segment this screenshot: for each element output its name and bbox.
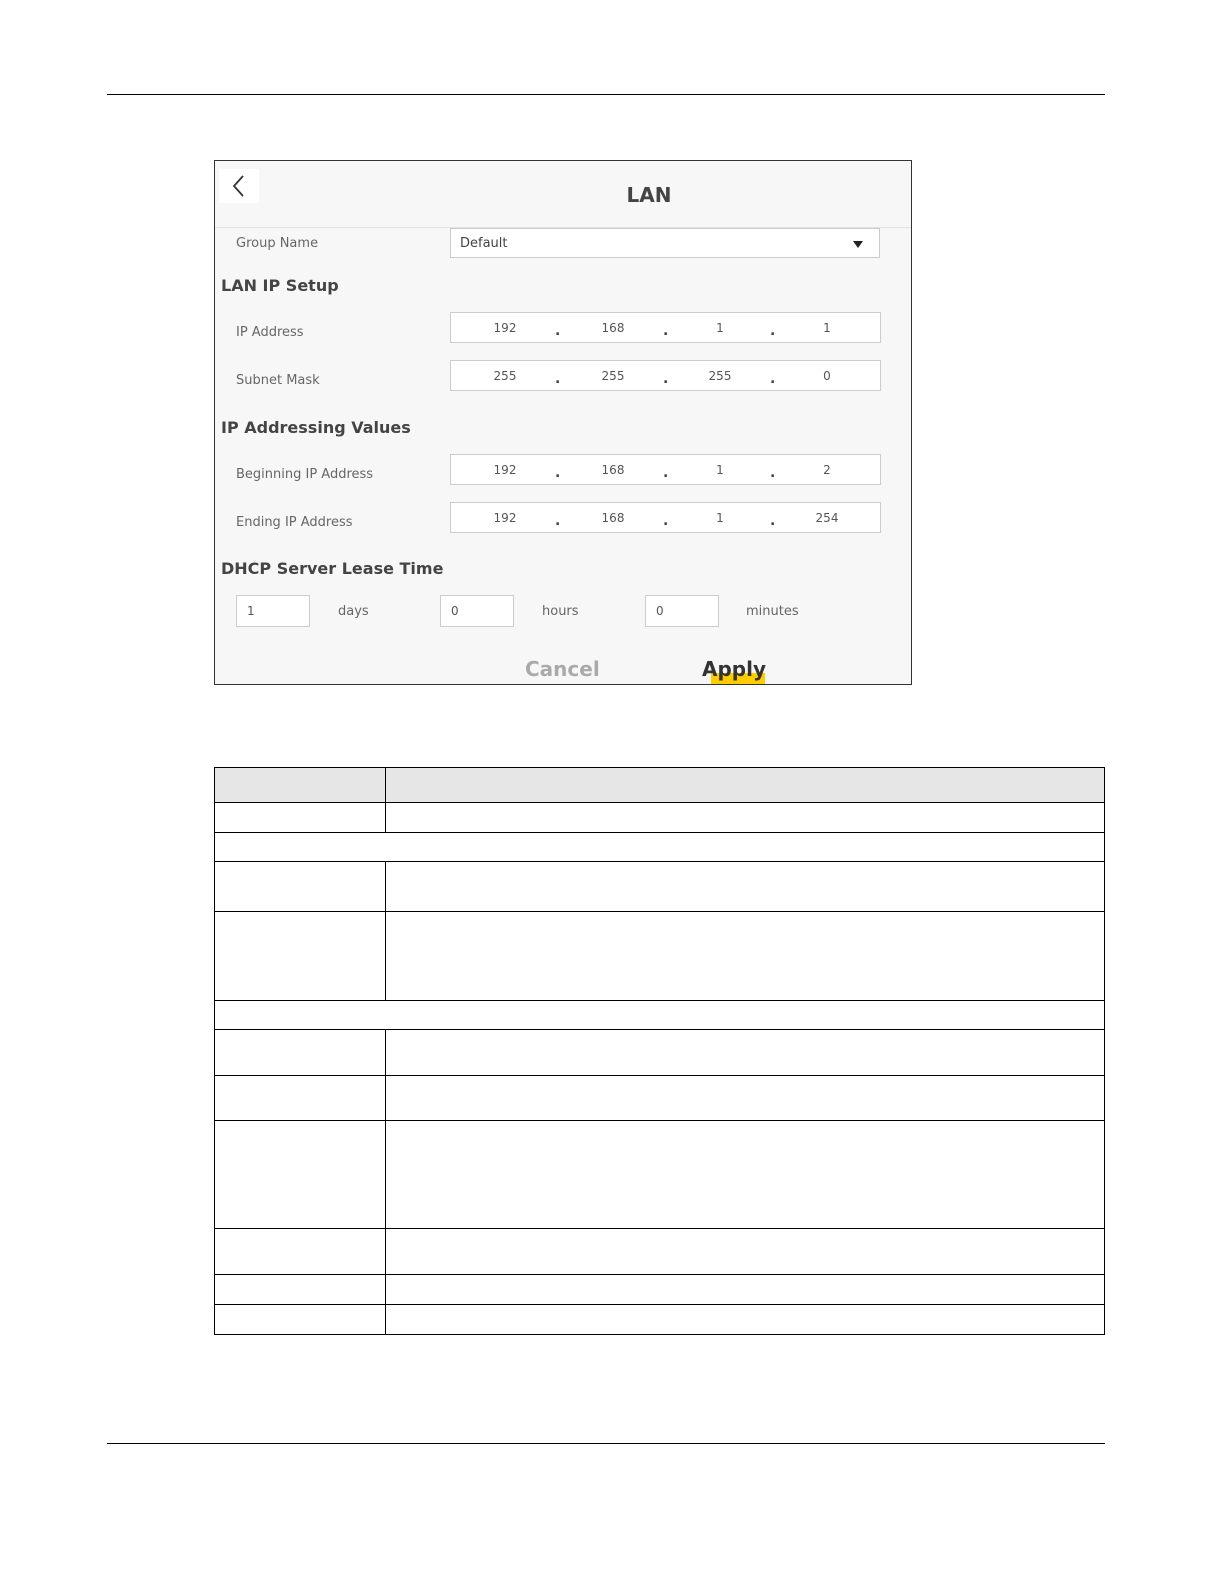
table-header-row xyxy=(215,768,1105,803)
lease-days-input[interactable] xyxy=(236,595,310,627)
lease-minutes-input[interactable] xyxy=(645,595,719,627)
beginning-ip-octet-2[interactable] xyxy=(563,455,663,484)
ending-ip-field: 192 . 168 . 1 . 254 xyxy=(450,502,881,533)
table-cell xyxy=(215,803,386,833)
table-cell xyxy=(215,833,1105,862)
table-cell xyxy=(215,1076,386,1121)
group-name-label: Group Name xyxy=(236,236,319,251)
lease-hours-unit: hours xyxy=(542,604,579,619)
table-cell xyxy=(215,1305,386,1335)
table-cell xyxy=(386,862,1105,912)
lease-hours-input[interactable] xyxy=(440,595,514,627)
caret-down-icon xyxy=(853,241,863,248)
field-description-table xyxy=(214,767,1105,1335)
ip-address-octet-1[interactable] xyxy=(455,313,555,342)
table-row xyxy=(215,1076,1105,1121)
dhcp-lease-heading: DHCP Server Lease Time xyxy=(221,559,444,578)
group-name-select[interactable] xyxy=(450,228,880,258)
table-header-cell xyxy=(215,768,386,803)
table-cell xyxy=(386,1275,1105,1305)
table-cell xyxy=(386,1229,1105,1275)
beginning-ip-field: 192 . 168 . 1 . 2 xyxy=(450,454,881,485)
table-row xyxy=(215,1229,1105,1275)
table-cell xyxy=(386,1305,1105,1335)
lease-minutes-unit: minutes xyxy=(746,604,799,619)
subnet-mask-octet-1[interactable] xyxy=(455,361,555,390)
ip-address-octet-3[interactable] xyxy=(670,313,770,342)
ip-address-label: IP Address xyxy=(236,325,304,340)
table-row xyxy=(215,803,1105,833)
ending-ip-octet-1[interactable] xyxy=(455,503,555,532)
ending-ip-octet-4[interactable] xyxy=(777,503,877,532)
subnet-mask-octet-3[interactable] xyxy=(670,361,770,390)
group-name-value: Default xyxy=(460,236,508,251)
subnet-mask-field: 255 . 255 . 255 . 0 xyxy=(450,360,881,391)
table-cell xyxy=(386,1121,1105,1229)
table-row xyxy=(215,912,1105,1001)
page-header-rule xyxy=(107,94,1105,95)
table-row xyxy=(215,1030,1105,1076)
table-row xyxy=(215,1121,1105,1229)
table-section-row xyxy=(215,833,1105,862)
subnet-mask-octet-2[interactable] xyxy=(563,361,663,390)
beginning-ip-octet-1[interactable] xyxy=(455,455,555,484)
table-cell xyxy=(215,1121,386,1229)
lan-ip-setup-heading: LAN IP Setup xyxy=(221,276,339,295)
ip-addressing-values-heading: IP Addressing Values xyxy=(221,418,411,437)
page-footer-rule xyxy=(107,1443,1105,1444)
table-section-row xyxy=(215,1001,1105,1030)
beginning-ip-label: Beginning IP Address xyxy=(236,467,374,482)
lan-dialog xyxy=(214,160,912,685)
table-cell xyxy=(215,1030,386,1076)
ending-ip-label: Ending IP Address xyxy=(236,515,353,530)
table-row xyxy=(215,1305,1105,1335)
table-cell xyxy=(386,1076,1105,1121)
lease-days-unit: days xyxy=(338,604,369,619)
ending-ip-octet-2[interactable] xyxy=(563,503,663,532)
ip-address-octet-4[interactable] xyxy=(777,313,877,342)
subnet-mask-label: Subnet Mask xyxy=(236,373,320,388)
beginning-ip-octet-3[interactable] xyxy=(670,455,770,484)
table-cell xyxy=(215,862,386,912)
table-header-cell xyxy=(386,768,1105,803)
table-cell xyxy=(215,912,386,1001)
table-cell xyxy=(386,1030,1105,1076)
apply-button[interactable]: Apply xyxy=(702,657,767,681)
ip-address-octet-2[interactable] xyxy=(563,313,663,342)
table-cell xyxy=(215,1275,386,1305)
table-cell xyxy=(215,1229,386,1275)
table-row xyxy=(215,1275,1105,1305)
subnet-mask-octet-4[interactable] xyxy=(777,361,877,390)
beginning-ip-octet-4[interactable] xyxy=(777,455,877,484)
table-cell xyxy=(386,803,1105,833)
table-cell xyxy=(215,1001,1105,1030)
ip-address-field: 192 . 168 . 1 . 1 xyxy=(450,312,881,343)
cancel-button[interactable]: Cancel xyxy=(525,657,600,681)
table-cell xyxy=(386,912,1105,1001)
table-row xyxy=(215,862,1105,912)
ending-ip-octet-3[interactable] xyxy=(670,503,770,532)
dialog-title: LAN xyxy=(626,183,672,207)
